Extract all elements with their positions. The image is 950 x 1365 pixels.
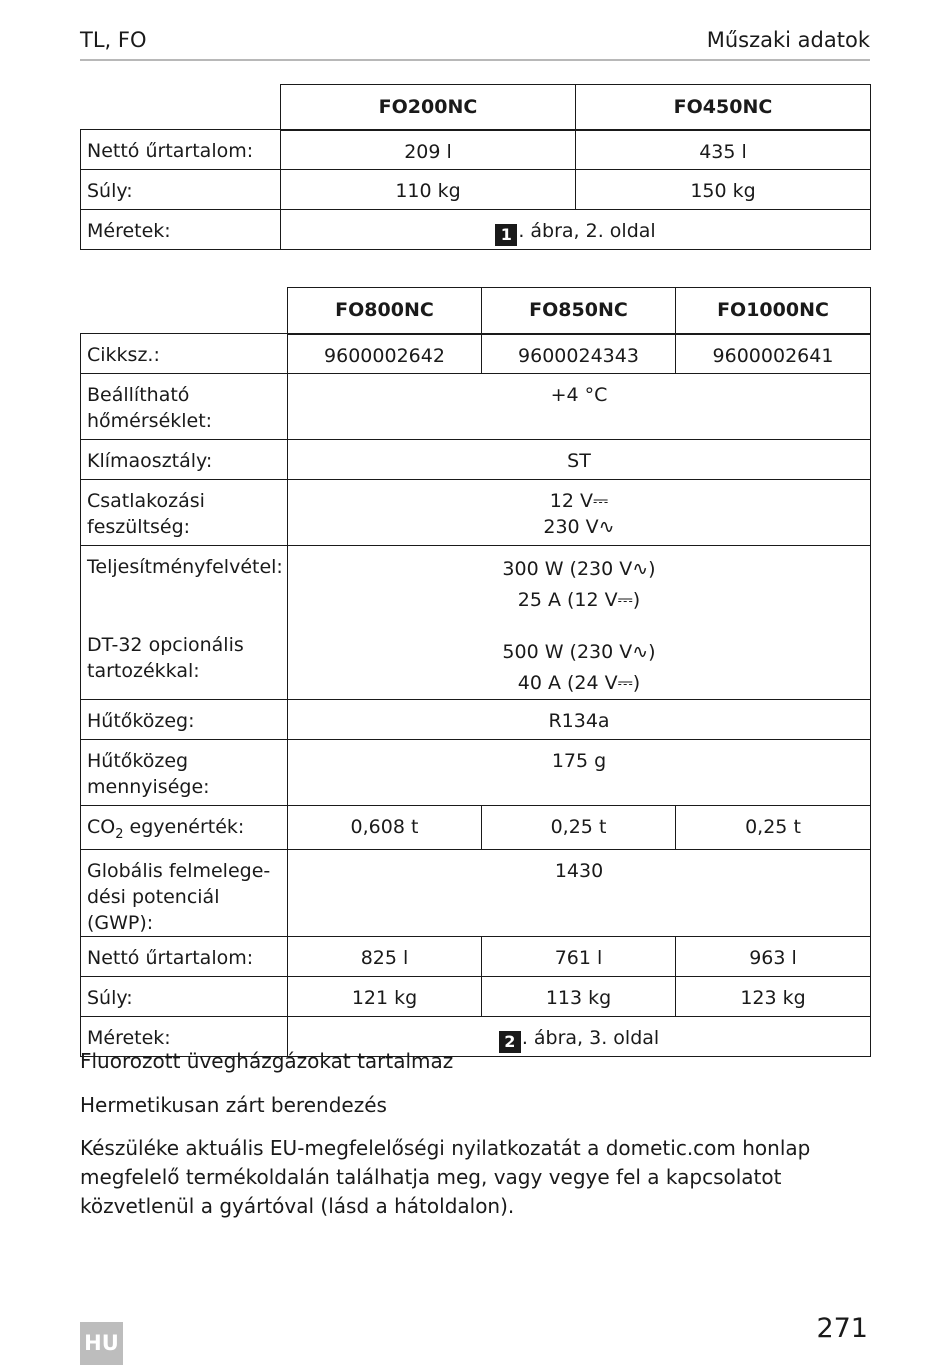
table-corner <box>81 288 288 334</box>
cell-value: ST <box>288 440 871 480</box>
column-header: FO200NC <box>281 85 576 130</box>
row-label: Méretek: <box>81 1017 288 1057</box>
row-label: Beállítható hőmérséklet: <box>81 374 288 440</box>
row-label: Hűtőközeg: <box>81 700 288 740</box>
power-values <box>288 546 871 700</box>
cell-value: 150 kg <box>576 170 871 210</box>
cell-value: 1430 <box>288 850 871 937</box>
cell-value: 0,25 t <box>676 806 871 850</box>
table-row <box>81 740 871 806</box>
table-row <box>81 480 871 546</box>
cell-value: 209 l <box>281 130 576 170</box>
table-row <box>81 374 871 440</box>
voltage-ac: 230 V∿ <box>543 516 615 538</box>
table-row <box>81 170 871 210</box>
power-labels <box>81 546 288 700</box>
note-hermetically-sealed: Hermetikusan zárt berendezés <box>80 1093 387 1117</box>
row-label: Globális felmelege-dési potenciál (GWP): <box>81 850 288 937</box>
table-row <box>81 977 871 1017</box>
current-dc-optional: 40 A (24 V⎓) <box>517 672 641 694</box>
note-fluorinated-gases: Fluorozott üvegházgázokat tartalmaz <box>80 1049 454 1073</box>
column-header: FO1000NC <box>676 288 871 334</box>
cell-value: 0,25 t <box>482 806 676 850</box>
cell-value: 123 kg <box>676 977 871 1017</box>
row-label: Hűtőközeg mennyisége: <box>81 740 288 806</box>
figure-reference-text: . ábra, 2. oldal <box>518 220 656 242</box>
voltage-values <box>288 480 871 546</box>
figure-number-badge: 2 <box>499 1031 521 1053</box>
page-number: 271 <box>816 1313 868 1344</box>
header-section-title: Műszaki adatok <box>706 28 870 52</box>
power-ac: 300 W (230 V∿) <box>502 558 656 580</box>
row-label: Nettó űrtartalom: <box>81 130 281 170</box>
voltage-dc: 12 V⎓ <box>549 490 609 512</box>
note-eu-declaration: Készüléke aktuális EU-megfelelőségi nyilatkozatát a dometic.com honlap megfelelő termékoldalán találhatja meg, vagy vegye fel a kapcsolatot közvetlenül a gyártóval (lásd a hátoldalon). <box>80 1136 811 1218</box>
figure-reference-text: . ábra, 3. oldal <box>521 1027 660 1049</box>
cell-value: 963 l <box>676 937 871 977</box>
header-divider <box>80 59 870 61</box>
column-header: FO450NC <box>576 85 871 130</box>
table-row <box>81 937 871 977</box>
cell-value: 435 l <box>576 130 871 170</box>
current-dc: 25 A (12 V⎓) <box>517 589 641 611</box>
spec-table-large-models <box>80 287 871 1057</box>
cell-value: 9600002641 <box>676 334 871 374</box>
table-row <box>81 850 871 937</box>
table-row <box>81 700 871 740</box>
cell-value: 0,608 t <box>288 806 482 850</box>
row-label: Súly: <box>81 977 288 1017</box>
cell-value: 175 g <box>288 740 871 806</box>
row-label: Súly: <box>81 170 281 210</box>
row-label: Cikksz.: <box>81 334 288 374</box>
row-label: Teljesítményfelvétel: <box>87 556 283 578</box>
cell-value: 761 l <box>482 937 676 977</box>
cell-value: R134a <box>288 700 871 740</box>
spec-table-small-models <box>80 84 871 250</box>
figure-reference <box>281 210 871 250</box>
table-row <box>81 210 871 250</box>
power-ac-optional: 500 W (230 V∿) <box>502 641 656 663</box>
cell-value: 113 kg <box>482 977 676 1017</box>
table-row <box>81 334 871 374</box>
row-label: Klímaosztály: <box>81 440 288 480</box>
row-label: Méretek: <box>81 210 281 250</box>
cell-value: 121 kg <box>288 977 482 1017</box>
table-row <box>81 546 871 700</box>
cell-value: +4 °C <box>288 374 871 440</box>
language-badge: HU <box>80 1322 123 1365</box>
column-header: FO800NC <box>288 288 482 334</box>
cell-value: 110 kg <box>281 170 576 210</box>
table-row <box>81 130 871 170</box>
cell-value: 9600024343 <box>482 334 676 374</box>
table-corner <box>81 85 281 130</box>
column-header: FO850NC <box>482 288 676 334</box>
optional-accessory-label: DT-32 opcionális tartozékkal: <box>87 634 244 682</box>
cell-value: 9600002642 <box>288 334 482 374</box>
table-row <box>81 440 871 480</box>
cell-value: 825 l <box>288 937 482 977</box>
row-label: Nettó űrtartalom: <box>81 937 288 977</box>
header-left-title: TL, FO <box>80 28 147 52</box>
table-row <box>81 806 871 850</box>
row-label: Csatlakozási feszültség: <box>81 480 288 546</box>
figure-number-badge: 1 <box>495 224 517 246</box>
row-label: $CO_2$ egyenérték: <box>81 806 288 850</box>
